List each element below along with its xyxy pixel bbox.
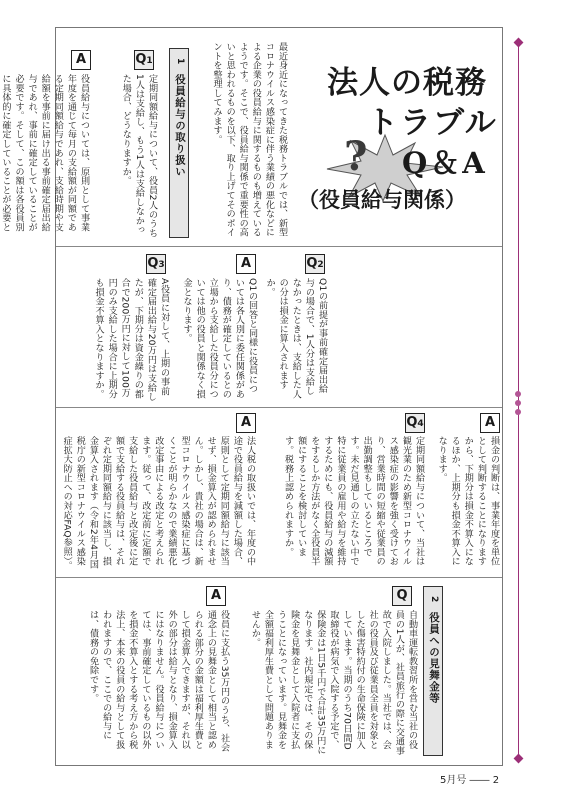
section-1-label: 役員給与の取り扱い — [174, 74, 186, 178]
q4-badge-icon: Q4 — [405, 413, 425, 433]
band-divider-3 — [56, 577, 502, 578]
section-1-header — [169, 48, 189, 238]
page-footer: 5月号 ―― 2 — [440, 775, 500, 786]
q5-text: 自動車運転教習所を営む当社の役員の1人が、社員旅行の際に交通事故で入院しました。当社では、会社の役員及び従業員全員を対象とした傷害特約付の生命保険に加入しています。当期のうち70日間D取締役が病気で入院する予定で、保険金は1日5千円で合計35万円になります。社内規定では、その保険金を見舞金として入院者に支払うことになっています。見舞金を全額福利厚生費として問題ありませんか。 — [249, 610, 417, 756]
a4-text: 法人税の取扱いでは、年度の中途で役員給与を減額した場合、原則として定期同額給与に該当せず、損金算入が認められません。しかし、貴社の場合は、新型コロナウイルス感染症に基づくことが明らかなので業績悪化改定事由による改定と考えられます。従って、改定前に定額で支給した役員給与と改定後に定額で支給する役員給与は、それぞれ定期同額給与に該当し、損金算入されます（令和2年4月国税庁の新型コロナウイルス感染症拡大防止への対応FAQ参照）。 — [61, 436, 255, 571]
a2-text: Q1の回答と同様に役員については各人別に委任関係があり、債務が確定しているとの立場から支給した役員分については他の役員と関係なく損金となります。 — [181, 278, 257, 399]
q3-text: A役員に対して、上期の事前確定届出給与20万円は支給したが、下期分は資金繰りの都合で200万円に対して100万円のみ支給した場合に上期分も損金不算入となりますか。 — [93, 278, 169, 402]
band2-continuation — [340, 252, 500, 402]
q2-text: Q1の前提が事前確定届出給与の場合で、1人分は支給しなかったときは、支給した人の分は損金に算入されますか。 — [264, 278, 327, 399]
intro-text: 最近身近になってきた税務トラブルでは、新型コロナウイルス感染症に伴う業績の悪化などによる企業の役員給与に関するものも増えているようです。そこで、役員給与関係で重要性の高いと思われるものを以下、取り上げてそのポイントを整理してみます。 — [211, 42, 287, 237]
question-mark-icon: ? — [344, 133, 368, 180]
q1-text: 定期同額給与について、役員2人のうち1人は支給し、もう1人は支給しなかった場合、どうなりますか。 — [120, 74, 157, 238]
q5-badge-icon: Q — [392, 586, 412, 606]
a5-text: 役員に支払う35万円のうち、社会通念上の見舞金として相当と認められる部分の金額は福利厚生費として損金算入できますが、それ以外の部分は給与となり、損金算入にはなりません。役員給与については、事前確定しているもの以外を損金不算入とする考え方から税法上、本来の役員の給与として扱われますので、ここでの給与には、債務の免除です。 — [88, 610, 229, 752]
diamond-bottom-icon — [514, 754, 524, 764]
q2-badge-icon: Q2 — [305, 254, 325, 274]
margin-dot-2 — [515, 400, 521, 406]
a1-text: 役員給与については、原則として事業年度を通じて毎月の支給額が同額である定期同額給与であれ、支給時期や支給額を事前に届け出る事前確定届出給与であれ、事前に確定していることが必要です。そして、この額は各役員別に具体的に確定していることが必要と — [0, 74, 89, 232]
title-subtitle: （役員給与関係） — [298, 187, 466, 212]
q1-badge-icon: Q1 — [134, 50, 154, 70]
margin-dot-1 — [515, 391, 521, 397]
margin-dot-3 — [515, 409, 521, 415]
title-line-3: Q＆A — [402, 146, 488, 180]
title-line-1: 法人の税務 — [327, 65, 487, 101]
a5-badge-icon: A — [206, 586, 226, 606]
q3-badge-icon: Q3 — [146, 254, 166, 274]
section-2-number: 2 — [429, 595, 439, 604]
band-divider-1 — [56, 246, 502, 247]
band-divider-2 — [56, 407, 502, 408]
a1-badge-icon: A — [71, 50, 91, 70]
diamond-top-icon — [514, 38, 524, 48]
section-2-label: 役員への見舞金等 — [428, 612, 440, 704]
section-1-number: 1 — [175, 57, 185, 66]
a4-badge-icon: A — [236, 413, 256, 433]
a3-badge-icon: A — [480, 413, 500, 433]
q4-text: 定期同額給与について、当社は観光業のため新型コロナウイルス感染症の影響を強く受けており、営業時間の短縮や従業員の出勤調整もしているところです。未だ見通しの立たない中で特に従業員の雇用や給与を維持するためにも、役員給与の減額をするしか方法がなく全役員半額にすることを検討しています。税務上認められますか。 — [283, 436, 424, 566]
section-2-header — [423, 586, 443, 756]
a2-badge-icon: A — [236, 254, 256, 274]
a3-text: 損金の判断は、事業年度を単位として判断することになりますから、下期分は損金不算入になるほか、上期分も損金不算入になります。 — [436, 436, 499, 566]
title-line-2: トラブル — [367, 105, 498, 141]
article-title — [292, 45, 498, 245]
